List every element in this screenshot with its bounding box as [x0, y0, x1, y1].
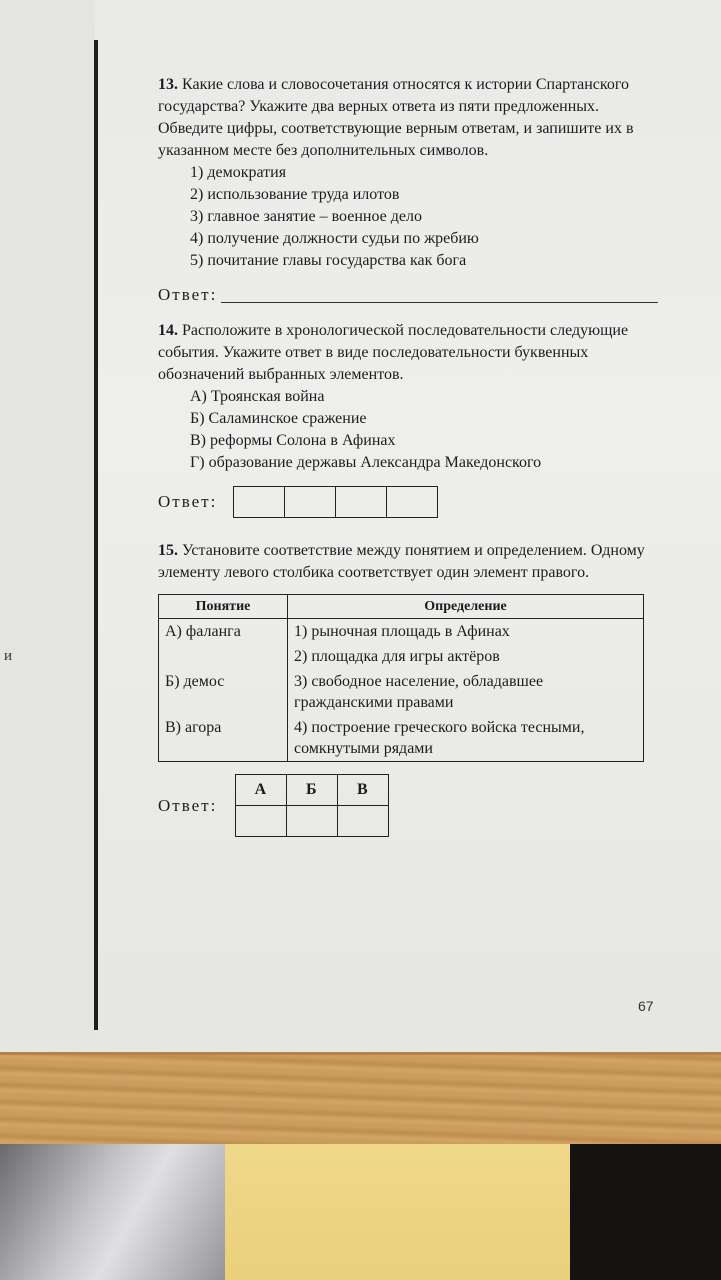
question-number: 13. — [158, 76, 178, 93]
background-object — [570, 1144, 721, 1280]
answer-label: Ответ: — [158, 285, 218, 304]
answer-box[interactable] — [387, 487, 437, 517]
term: В) агора — [159, 715, 288, 762]
background-object — [0, 1144, 240, 1280]
option: 1) демократия — [190, 164, 287, 181]
page-number: 67 — [638, 998, 654, 1014]
question-number: 15. — [158, 542, 178, 559]
question-15 — [158, 540, 658, 837]
answer-label: Ответ: — [158, 795, 218, 815]
question-text: Расположите в хронологической последовательности следующие события. Укажите ответ в виде последовательности буквенных обозначений выбранных элементов. — [158, 322, 629, 383]
option: 5) почитание главы государства как бога — [190, 252, 467, 269]
margin-letter: и — [4, 648, 13, 664]
matching-table — [158, 594, 644, 762]
previous-page-edge — [0, 0, 95, 1040]
option: А) Троянская война — [190, 388, 325, 405]
grid-header: А — [236, 775, 287, 806]
option: 2) использование труда илотов — [190, 186, 400, 203]
option: 4) получение должности судьи по жребию — [190, 230, 479, 247]
grid-header: В — [338, 775, 389, 806]
worksheet — [158, 74, 658, 837]
answer-box[interactable] — [336, 487, 387, 517]
answer-field[interactable] — [221, 288, 658, 303]
answer-box[interactable] — [285, 487, 336, 517]
answer-row — [158, 284, 658, 306]
term: Б) демос — [159, 669, 288, 715]
page-binding — [94, 40, 98, 1030]
answer-grid — [235, 774, 389, 837]
term: А) фаланга — [159, 619, 288, 645]
answer-boxes — [233, 486, 438, 518]
question-number: 14. — [158, 322, 178, 339]
definition: 3) свободное население, обладавшее гражданскими правами — [288, 669, 644, 715]
answer-row — [158, 486, 658, 518]
answer-label: Ответ: — [158, 492, 218, 511]
column-header: Определение — [288, 595, 644, 619]
question-13 — [158, 74, 658, 306]
term-spacer — [159, 644, 288, 669]
option: Г) образование державы Александра Македонского — [190, 454, 542, 471]
option: 3) главное занятие – военное дело — [190, 208, 422, 225]
grid-cell[interactable] — [338, 806, 389, 837]
grid-header: Б — [287, 775, 338, 806]
option: Б) Саламинское сражение — [190, 410, 367, 427]
column-header: Понятие — [159, 595, 288, 619]
grid-cell[interactable] — [287, 806, 338, 837]
question-14 — [158, 320, 658, 518]
definition: 4) построение греческого войска тесными, сомкнутыми рядами — [288, 715, 644, 762]
question-text: Установите соответствие между понятием и определением. Одному элементу левого столбика соответствует один элемент правого. — [158, 542, 645, 581]
option: В) реформы Солона в Афинах — [190, 432, 396, 449]
answer-row — [158, 774, 658, 837]
question-text: Какие слова и словосочетания относятся к истории Спартанского государства? Укажите два верных ответа из пяти предложенных. Обведите цифры, соответствующие верным ответам, и запишите их в указанном месте без дополнительных символов. — [158, 76, 634, 159]
background-object — [225, 1144, 570, 1280]
answer-box[interactable] — [234, 487, 285, 517]
grid-cell[interactable] — [236, 806, 287, 837]
wooden-table — [0, 1052, 721, 1147]
definition: 1) рыночная площадь в Афинах — [288, 619, 644, 645]
definition: 2) площадка для игры актёров — [288, 644, 644, 669]
